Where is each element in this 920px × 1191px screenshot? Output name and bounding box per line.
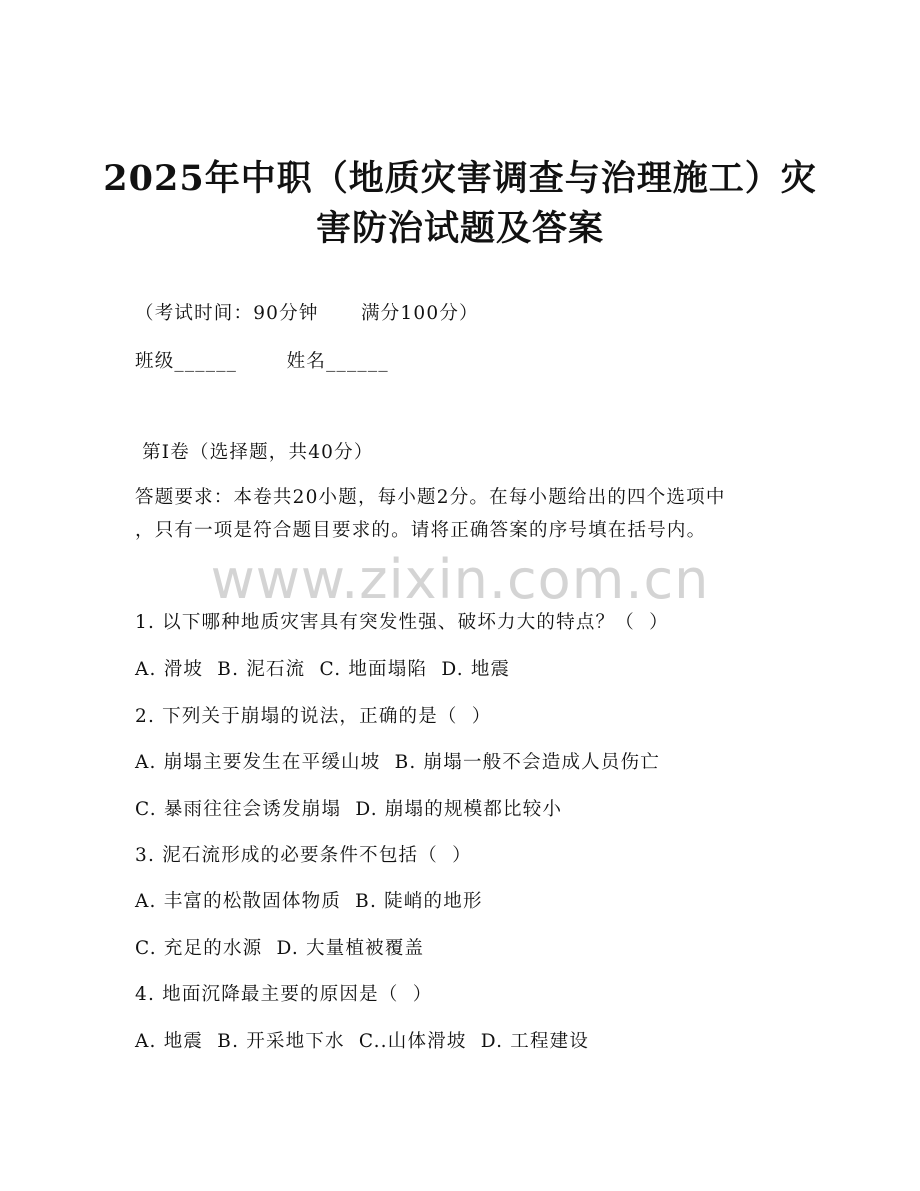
instructions-line-2: ，只有一项是符合题目要求的。请将正确答案的序号填在括号内。 <box>135 520 707 541</box>
question-options: A. 丰富的松散固体物质 B. 陡峭的地形 <box>135 891 483 912</box>
question-options: A. 地震 B. 开采地下水 C..山体滑坡 D. 工程建设 <box>135 1031 590 1052</box>
question-options: C. 暴雨往往会诱发崩塌 D. 崩塌的规模都比较小 <box>135 799 563 820</box>
title-line-1: 2025年中职（地质灾害调查与治理施工）灾 <box>103 158 817 199</box>
instructions-line-1: 答题要求：本卷共20小题，每小题2分。在每小题给出的四个选项中 <box>135 487 726 508</box>
question-options: C. 充足的水源 D. 大量植被覆盖 <box>135 938 425 959</box>
watermark: www.zixin.com.cn <box>210 548 710 611</box>
class-name-fields: 班级______ 姓名______ <box>135 351 389 372</box>
exam-info: （考试时间：90分钟 满分100分） <box>135 303 479 324</box>
question-options: A. 崩塌主要发生在平缓山坡 B. 崩塌一般不会造成人员伤亡 <box>135 752 660 773</box>
question-options: A. 滑坡 B. 泥石流 C. 地面塌陷 D. 地震 <box>135 659 511 680</box>
question-stem: 4. 地面沉降最主要的原因是（ ） <box>135 984 433 1005</box>
section-heading: 第Ⅰ卷（选择题，共40分） <box>135 442 374 463</box>
question-stem: 1. 以下哪种地质灾害具有突发性强、破坏力大的特点？（ ） <box>135 612 669 633</box>
question-stem: 3. 泥石流形成的必要条件不包括（ ） <box>135 845 472 866</box>
title-line-2: 害防治试题及答案 <box>315 208 604 249</box>
question-stem: 2. 下列关于崩塌的说法，正确的是（ ） <box>135 706 492 727</box>
